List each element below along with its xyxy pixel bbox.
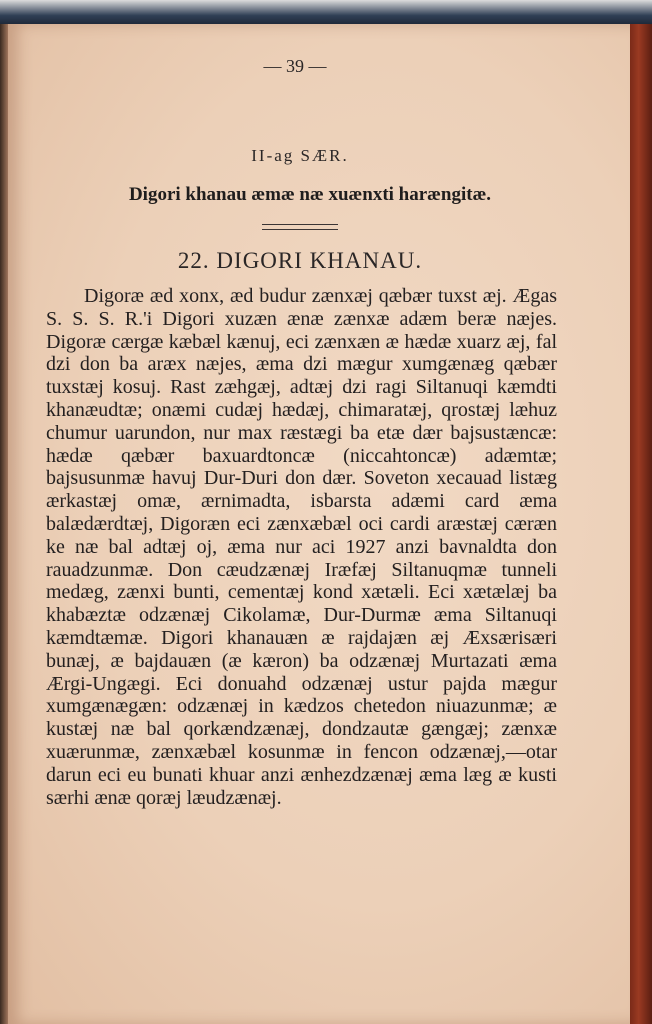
page-number: — 39 —	[263, 56, 327, 76]
chapter-title: Digori khanau æmæ næ xuænxti harængitæ.	[128, 184, 492, 205]
article-heading: 22. DIGORI KHANAU.	[177, 248, 423, 273]
book-top-edge	[0, 0, 652, 26]
title-divider	[262, 224, 338, 230]
body-paragraph: Digoræ æd xonx, æd budur zænxæj qæbær tuxst æj. Ægas S. S. S. R.'i Digori xuzæn ænæ zænxæ adæm beræ næjes. Digoræ cærgæ kæbæl kænuj, eci zænxæn æ hædæ xuarz æj, fal dzi don ba aræx næjes, æma dzi mægur xumgænæg qæbær tuxstæj kosuj. Rast zæhgæj, adtæj dzi ragi Siltanuqi kæmdti khanæudtæ; onæmi cudæj hædæj, chimaratæj, qrostæj læhuz chumur uarundon, nur max ræstægi ba etæ dær bajsustæncæ: hædæ qæbær baxuardtoncæ (niccahtoncæ) adæmtæ; bajsusunmæ havuj Dur-Duri don dær. Soveton xecauad listæg ærkastæj omæ, ærnimadta, isbarsta adæmi card æma balædærdtæj, Digoræn eci zænxæbæl oci cardi aræstæj cæræn ke næ bal adtæj oj, æma nur aci 1927 anzi bavnaldta don rauadzunmæ. Don cæudzænæj Iræfæj Siltanuqmæ tunneli medæg, zænxi bunti, cementæj kond xætæli. Eci xætælæj ba khabæztæ odzænæj Cikolamæ, Dur-Durmæ æma Siltanuqi kæmdtæmæ. Digori khanauæn æ rajdajæn æj Æxsærisæri bunæj, æ bajdauæn (æ kæron) ba odzænæj Murtazati æma Ærgi-Ungægi. Eci donuahd odzænæj ustur pajda mægur xumgænægæn: odzænæj in kædzos chetedon niuazunmæ; æ kustæj næ bal qorkændzænæj, dondzautæ gængæj; zænxæ xuærunmæ, zænxæbæl kosunmæ in fencon odzænæj,—otar darun eci eu bunati khuar anzi ænhezdzænæj æma læg æ kusti særhi ænæ qoræj læudzænæj.	[46, 285, 557, 809]
book-spine	[630, 24, 652, 1024]
section-label: II-ag SÆR.	[251, 146, 349, 165]
